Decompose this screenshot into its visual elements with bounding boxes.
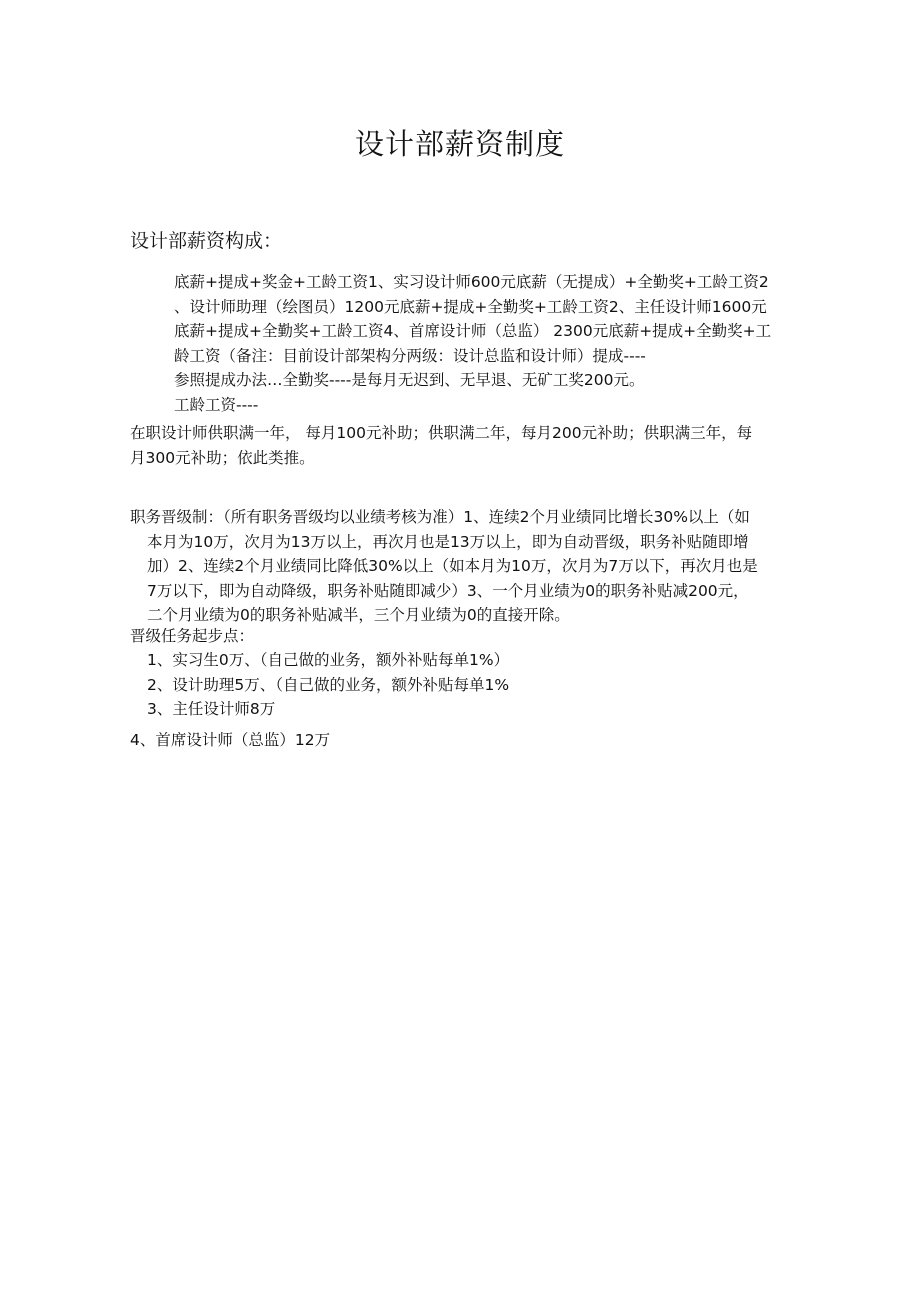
paragraph-line: 加）2、连续2个月业绩同比降低30%以上（如本月为10万，次月为7万以下，再次月也是: [147, 557, 758, 575]
paragraph-line: 参照提成办法…全勤奖----是每月无迟到、无早退、无矿工奖200元。: [174, 371, 645, 389]
paragraph-line: 、设计师助理（绘图员）1200元底薪+提成+全勤奖+工龄工资2、主任设计师1600元: [174, 297, 767, 316]
start-points-heading: 晋级任务起步点：: [130, 627, 255, 645]
paragraph-line: 在职设计师供职满一年， 每月100元补助；供职满二年，每月200元补助；供职满三年，每: [130, 424, 753, 442]
paragraph-line: 职务晋级制：（所有职务晋级均以业绩考核为准）1、连续2个月业绩同比增长30%以上（如: [130, 508, 750, 526]
paragraph-line: 工龄工资----: [174, 395, 259, 414]
list-item: 1、实习生0万、（自己做的业务，额外补贴每单1%）: [147, 651, 510, 669]
section-heading: 设计部薪资构成：: [130, 230, 283, 252]
list-item: 3、主任设计师8万: [147, 700, 276, 718]
list-item-last: 4、首席设计师（总监）12万: [130, 731, 331, 749]
paragraph-line: 龄工资（备注：目前设计部架构分两级：设计总监和设计师）提成----: [174, 346, 646, 365]
paragraph-line: 二个月业绩为0的职务补贴减半，三个月业绩为0的直接开除。: [147, 606, 570, 624]
paragraph-line: 7万以下，即为自动降级，职务补贴随即减少）3、一个月业绩为0的职务补贴减200元，: [147, 581, 749, 600]
salary-structure-paragraph: [174, 270, 771, 417]
page-title: 设计部薪资制度: [354, 127, 565, 161]
start-points-list: [147, 648, 509, 722]
list-item: 2、设计助理5万、（自己做的业务，额外补贴每单1%: [147, 675, 510, 694]
seniority-paragraph: [130, 421, 752, 470]
promotion-paragraph: [130, 505, 758, 628]
paragraph-line: 底薪+提成+奖金+工龄工资1、实习设计师600元底薪（无提成）+全勤奖+工龄工资2: [174, 273, 769, 291]
paragraph-line: 月300元补助；依此类推。: [130, 448, 315, 467]
paragraph-line: 本月为10万，次月为13万以上，再次月也是13万以上，即为自动晋级，职务补贴随即增: [147, 532, 749, 551]
paragraph-line: 底薪+提成+全勤奖+工龄工资4、首席设计师（总监） 2300元底薪+提成+全勤奖+工: [174, 322, 772, 340]
